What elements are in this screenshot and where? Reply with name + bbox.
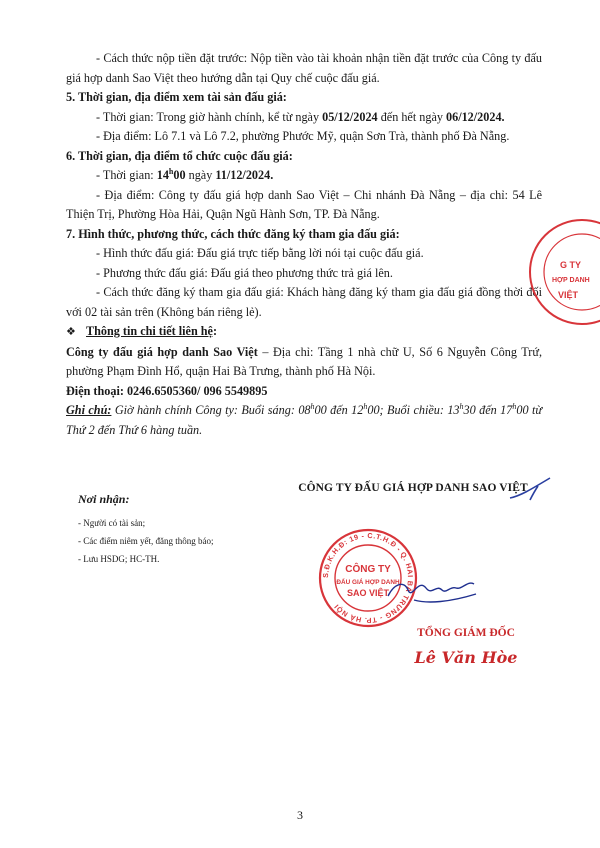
- edge-seal-line-1: G TY: [560, 260, 582, 270]
- diamond-bullet-icon: ❖: [66, 326, 76, 338]
- section-5-time: [66, 108, 542, 128]
- s6-time-text: - Thời gian:: [96, 168, 157, 182]
- recipient-item: - Người có tài sản;: [78, 518, 146, 528]
- recipients-title: Nơi nhận:: [78, 492, 130, 506]
- contact-heading-line: [66, 322, 542, 343]
- edge-seal-icon: [522, 212, 600, 332]
- contact-heading: Thông tin chi tiết liên hệ: [86, 324, 213, 338]
- contact-colon: :: [212, 324, 218, 338]
- section-6-place: - Địa điểm: Công ty đấu giá hợp danh Sao Việt – Chi nhánh Đà Nẵng – địa chỉ: 54 Lê Thiện Trị, Phường Hòa Hải, Quận Ngũ Hành Sơn, TP. Đà Nẵng.: [66, 187, 542, 221]
- note-label: Ghi chú:: [66, 403, 112, 417]
- company-contact: [66, 343, 542, 382]
- deposit-paragraph: - Cách thức nộp tiền đặt trước: Nộp tiền vào tài khoản nhận tiền đặt trước của Công ty đấu giá hợp danh Sao Việt theo hướng dẫn tại Quy chế cuộc đấu giá.: [66, 51, 542, 85]
- note-sup-d: h: [512, 401, 517, 411]
- seal-ring-text: S.Đ.K.H.Đ: 19 - C.T.H.Đ - Q. HAI BÀ TRƯNG - TP. HÀ NỘI: [320, 530, 416, 626]
- edge-seal-line-3: VIỆT: [558, 290, 579, 300]
- s5-time-text: - Thời gian: Trong giờ hành chính, kể từ ngày: [96, 109, 323, 124]
- s5-time-from: 05/12/2024: [322, 109, 378, 124]
- recipients-block: [78, 490, 278, 568]
- company-address: – Địa chỉ: Tầng 1 nhà chữ U, Số 6 Nguyễn Công Trứ, phường Phạm Đình Hổ, quận Hai Bà Trưng, thành phố Hà Nội.: [66, 344, 543, 378]
- s5-time-to: 06/12/2024.: [446, 109, 505, 124]
- s6-min: 00: [173, 168, 186, 182]
- note-sup-c: h: [459, 401, 464, 411]
- note-sup-b: h: [363, 401, 368, 411]
- note-sup-a: h: [310, 401, 315, 411]
- handwritten-signature-icon: [384, 570, 484, 610]
- section-6-heading: 6. Thời gian, địa điểm tổ chức cuộc đấu giá:: [66, 148, 293, 163]
- note-text-a: Giờ hành chính Công ty: Buổi sáng: 08: [111, 403, 311, 417]
- section-6-time: [66, 166, 542, 186]
- phone-line: Điện thoại: 0246.6505360/ 096 5549895: [66, 383, 268, 398]
- seal-line-2: ĐẤU GIÁ HỢP DANH: [336, 579, 400, 586]
- section-5-heading: 5. Thời gian, địa điểm xem tài sản đấu giá:: [66, 90, 287, 104]
- note-text-d: 30 đến 17: [463, 403, 513, 417]
- s5-time-mid: đến hết ngày: [377, 109, 447, 124]
- note-paragraph: [66, 401, 542, 440]
- section-7-form: - Hình thức đấu giá: Đấu giá trực tiếp bằng lời nói tại cuộc đấu giá.: [96, 246, 424, 260]
- section-7-register: - Cách thức đăng ký tham gia đấu giá: Khách hàng đăng ký tham gia đấu giá đồng thời đối với 02 tài sản trên (Không bán riêng lẻ).: [66, 285, 542, 319]
- note-text-e: 00 từ Thứ 2 đến Thứ 6 hàng tuần.: [66, 403, 542, 437]
- seal-line-1: CÔNG TY: [345, 564, 391, 575]
- signing-company: CÔNG TY ĐẤU GIÁ HỢP DANH SAO VIỆT: [298, 482, 528, 494]
- company-name: Công ty đấu giá hợp danh Sao Việt: [66, 344, 258, 359]
- pen-stroke-mark: [508, 476, 552, 504]
- s6-hour: 14: [156, 168, 169, 182]
- note-text-b: 00 đến 12: [314, 403, 364, 417]
- seal-line-3: SAO VIỆT: [346, 588, 390, 598]
- s6-hour-sup: h: [168, 166, 174, 176]
- edge-seal-line-2: HỢP DANH: [552, 277, 590, 284]
- section-7-method: - Phương thức đấu giá: Đấu giá theo phương thức trả giá lên.: [96, 265, 393, 280]
- page-number: 3: [297, 808, 303, 822]
- document-body: [66, 49, 542, 440]
- s6-mid: ngày: [185, 168, 216, 182]
- section-5-place: - Địa điểm: Lô 7.1 và Lô 7.2, phường Phước Mỹ, quận Sơn Trà, thành phố Đà Nẵng.: [96, 129, 510, 143]
- recipient-item: - Lưu HSDG; HC-TH.: [78, 554, 160, 564]
- note-text-c: 00; Buổi chiều: 13: [367, 403, 460, 417]
- director-title: TỔNG GIÁM ĐỐC: [417, 627, 515, 639]
- director-name: Lê Văn Hòe: [414, 648, 518, 667]
- s6-date: 11/12/2024.: [215, 168, 274, 182]
- section-7-heading: 7. Hình thức, phương thức, cách thức đăng ký tham gia đấu giá:: [66, 226, 400, 241]
- recipient-item: - Các điểm niêm yết, đăng thông báo;: [78, 536, 214, 546]
